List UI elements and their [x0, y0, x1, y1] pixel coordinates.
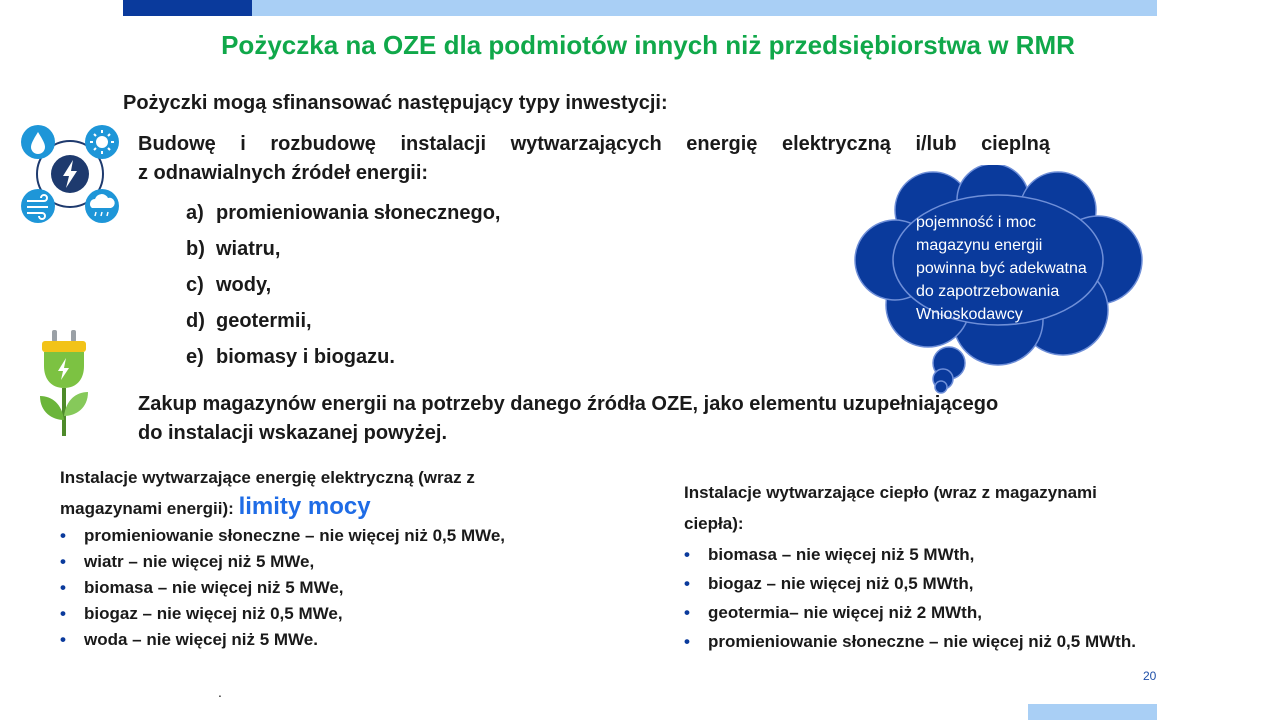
bullet: •: [684, 603, 690, 622]
list-item: • biomasa – nie więcej niż 5 MWth,: [684, 540, 1144, 569]
cloud-note: pojemność i moc magazynu energii powinna być adekwatna do zapotrzebowania Wnioskodawcy: [916, 214, 1087, 323]
bullet: •: [60, 526, 66, 545]
list-item: e) biomasy i biogazu.: [186, 346, 395, 368]
list-item: d) geotermii,: [186, 310, 312, 332]
electric-header-line1: Instalacje wytwarzające energię elektryczną (wraz z: [60, 468, 475, 487]
list-item: • wiatr – nie więcej niż 5 MWe,: [60, 549, 580, 575]
list-item: • promieniowanie słoneczne – nie więcej niż 0,5 MWe,: [60, 523, 580, 549]
sources-list: [186, 202, 501, 382]
list-item: • geotermia– nie więcej niż 2 MWth,: [684, 598, 1144, 627]
heat-header-line2: ciepła):: [684, 514, 744, 533]
list-item: a) promieniowania słonecznego,: [186, 202, 501, 224]
header-bar-dark: [123, 0, 252, 16]
renewable-energy-icon: [18, 122, 122, 226]
footer-bar: [1028, 704, 1157, 720]
bullet: •: [60, 578, 66, 597]
heat-limits-list: [684, 540, 1144, 656]
list-item: b) wiatru,: [186, 238, 281, 260]
bullet: •: [684, 632, 690, 651]
slide-title: Pożyczka na OZE dla podmiotów innych niż przedsiębiorstwa w RMR: [221, 30, 1075, 60]
list-item: • biomasa – nie więcej niż 5 MWe,: [60, 575, 580, 601]
bullet: •: [684, 545, 690, 564]
heat-installations: [684, 478, 1144, 656]
investment-type-2: Zakup magazynów energii na potrzeby danego źródła OZE, jako elementu uzupełniającego do instalacji wskazanej powyżej.: [138, 393, 999, 444]
list-item: • biogaz – nie więcej niż 0,5 MWth,: [684, 569, 1144, 598]
bullet: •: [684, 574, 690, 593]
list-item: c) wody,: [186, 274, 272, 296]
bullet: •: [60, 552, 66, 571]
electric-limits-list: [60, 523, 580, 653]
page-number: 20: [1143, 669, 1157, 683]
investment-type-1-line2: z odnawialnych źródeł energii:: [138, 162, 429, 184]
electric-header-line2: magazynami energii): limity mocy: [60, 493, 371, 520]
power-limits-highlight: limity mocy: [238, 493, 371, 520]
header-bar-light: [252, 0, 1157, 16]
list-item: • promieniowanie słoneczne – nie więcej niż 0,5 MWth.: [684, 627, 1144, 656]
heat-header-line1: Instalacje wytwarzające ciepło (wraz z magazynami: [684, 483, 1097, 502]
bullet: •: [60, 630, 66, 649]
eco-plug-icon: [34, 328, 94, 440]
list-item: • biogaz – nie więcej niż 0,5 MWe,: [60, 601, 580, 627]
bullet: •: [60, 604, 66, 623]
list-item: • woda – nie więcej niż 5 MWe.: [60, 627, 580, 653]
electric-installations: [60, 463, 580, 653]
investment-type-1-line1: Budowę i rozbudowę instalacji wytwarzających energię elektryczną i/lub cieplną: [138, 133, 1050, 155]
stray-dot: .: [218, 684, 222, 700]
intro-text: Pożyczki mogą sfinansować następujący typy inwestycji:: [123, 92, 668, 114]
